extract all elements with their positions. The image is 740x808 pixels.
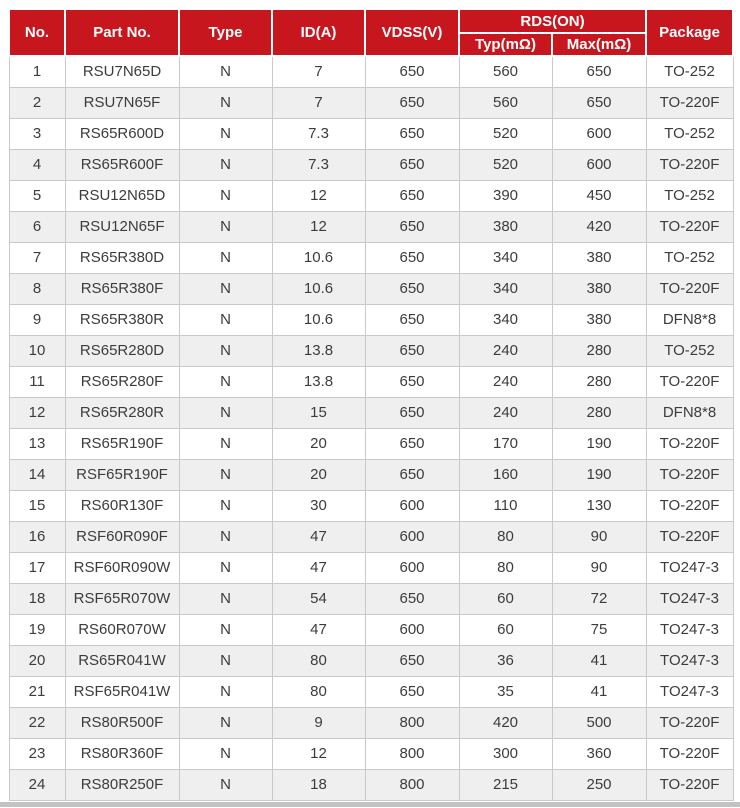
table-cell: 190 bbox=[552, 459, 646, 490]
table-cell: 80 bbox=[272, 676, 365, 707]
table-cell: 240 bbox=[459, 397, 552, 428]
table-cell: 650 bbox=[365, 211, 459, 242]
table-cell: 380 bbox=[552, 242, 646, 273]
table-row bbox=[9, 304, 733, 335]
table-cell: TO-252 bbox=[646, 118, 733, 149]
table-cell: 280 bbox=[552, 397, 646, 428]
table-cell: 280 bbox=[552, 366, 646, 397]
table-cell: 10.6 bbox=[272, 304, 365, 335]
table-cell: N bbox=[179, 614, 272, 645]
table-cell: N bbox=[179, 366, 272, 397]
table-header bbox=[9, 9, 733, 56]
table-cell: 650 bbox=[365, 335, 459, 366]
table-cell: 280 bbox=[552, 335, 646, 366]
table-cell: RS80R250F bbox=[65, 769, 179, 800]
table-cell: 650 bbox=[365, 180, 459, 211]
table-cell: TO-220F bbox=[646, 459, 733, 490]
table-cell: RSF60R090F bbox=[65, 521, 179, 552]
table-cell: 560 bbox=[459, 56, 552, 87]
table-cell: N bbox=[179, 707, 272, 738]
table-cell: 650 bbox=[365, 583, 459, 614]
table-cell: N bbox=[179, 118, 272, 149]
table-cell: TO-220F bbox=[646, 211, 733, 242]
table-cell: N bbox=[179, 521, 272, 552]
table-cell: 650 bbox=[552, 87, 646, 118]
table-cell: TO-220F bbox=[646, 738, 733, 769]
table-cell: 80 bbox=[272, 645, 365, 676]
table-cell: TO247-3 bbox=[646, 676, 733, 707]
table-cell: 22 bbox=[9, 707, 65, 738]
table-cell: 340 bbox=[459, 242, 552, 273]
table-cell: 80 bbox=[459, 521, 552, 552]
table-cell: 12 bbox=[272, 738, 365, 769]
table-cell: 3 bbox=[9, 118, 65, 149]
mosfet-selection-table bbox=[8, 8, 734, 801]
table-cell: 650 bbox=[365, 645, 459, 676]
table-cell: 170 bbox=[459, 428, 552, 459]
table-cell: RSF65R070W bbox=[65, 583, 179, 614]
table-cell: RS65R600F bbox=[65, 149, 179, 180]
table-cell: 30 bbox=[272, 490, 365, 521]
table-cell: 7 bbox=[272, 87, 365, 118]
table-cell: 8 bbox=[9, 273, 65, 304]
table-row bbox=[9, 211, 733, 242]
table-cell: 160 bbox=[459, 459, 552, 490]
table-cell: 10.6 bbox=[272, 273, 365, 304]
table-cell: 11 bbox=[9, 366, 65, 397]
table-cell: 110 bbox=[459, 490, 552, 521]
table-cell: 450 bbox=[552, 180, 646, 211]
table-row bbox=[9, 676, 733, 707]
table-cell: RS65R280F bbox=[65, 366, 179, 397]
table-cell: N bbox=[179, 149, 272, 180]
table-cell: 650 bbox=[365, 118, 459, 149]
table-cell: N bbox=[179, 273, 272, 304]
table-cell: RS80R500F bbox=[65, 707, 179, 738]
table-cell: 17 bbox=[9, 552, 65, 583]
table-cell: 7 bbox=[272, 56, 365, 87]
table-cell: DFN8*8 bbox=[646, 304, 733, 335]
table-cell: 72 bbox=[552, 583, 646, 614]
table-cell: 13.8 bbox=[272, 335, 365, 366]
table-cell: 360 bbox=[552, 738, 646, 769]
table-cell: 340 bbox=[459, 273, 552, 304]
table-cell: 800 bbox=[365, 738, 459, 769]
table-cell: TO-220F bbox=[646, 428, 733, 459]
table-cell: 7 bbox=[9, 242, 65, 273]
table-cell: 47 bbox=[272, 614, 365, 645]
table-cell: 500 bbox=[552, 707, 646, 738]
table-cell: 75 bbox=[552, 614, 646, 645]
table-cell: 9 bbox=[272, 707, 365, 738]
table-cell: 650 bbox=[365, 366, 459, 397]
table-cell: 240 bbox=[459, 366, 552, 397]
table-cell: RSF60R090W bbox=[65, 552, 179, 583]
table-cell: N bbox=[179, 211, 272, 242]
table-cell: 215 bbox=[459, 769, 552, 800]
table-cell: RS60R130F bbox=[65, 490, 179, 521]
table-cell: 13 bbox=[9, 428, 65, 459]
table-cell: TO-220F bbox=[646, 707, 733, 738]
table-cell: 12 bbox=[272, 180, 365, 211]
table-cell: 520 bbox=[459, 149, 552, 180]
table-cell: 650 bbox=[365, 459, 459, 490]
table-row bbox=[9, 56, 733, 87]
table-cell: N bbox=[179, 428, 272, 459]
table-cell: RS60R070W bbox=[65, 614, 179, 645]
col-header-rds-on: RDS(ON) bbox=[459, 9, 646, 33]
table-cell: N bbox=[179, 242, 272, 273]
table-row bbox=[9, 552, 733, 583]
table-cell: 650 bbox=[365, 242, 459, 273]
table-cell: 650 bbox=[365, 397, 459, 428]
table-cell: 6 bbox=[9, 211, 65, 242]
table-row bbox=[9, 614, 733, 645]
table-cell: 650 bbox=[365, 56, 459, 87]
table-cell: 15 bbox=[9, 490, 65, 521]
table-cell: 20 bbox=[272, 459, 365, 490]
table-cell: RS65R600D bbox=[65, 118, 179, 149]
table-cell: DFN8*8 bbox=[646, 397, 733, 428]
table-cell: RSU12N65D bbox=[65, 180, 179, 211]
table-cell: 650 bbox=[365, 676, 459, 707]
table-cell: 10.6 bbox=[272, 242, 365, 273]
col-header-id-a: ID(A) bbox=[272, 9, 365, 56]
table-cell: 5 bbox=[9, 180, 65, 211]
table-cell: N bbox=[179, 738, 272, 769]
table-cell: 12 bbox=[272, 211, 365, 242]
col-header-package: Package bbox=[646, 9, 733, 56]
table-cell: N bbox=[179, 552, 272, 583]
table-cell: 60 bbox=[459, 614, 552, 645]
table-cell: 10 bbox=[9, 335, 65, 366]
table-cell: 15 bbox=[272, 397, 365, 428]
table-cell: N bbox=[179, 583, 272, 614]
table-cell: 13.8 bbox=[272, 366, 365, 397]
table-row bbox=[9, 87, 733, 118]
table-cell: 600 bbox=[365, 614, 459, 645]
table-cell: 420 bbox=[552, 211, 646, 242]
col-header-type: Type bbox=[179, 9, 272, 56]
table-cell: 650 bbox=[365, 273, 459, 304]
table-cell: 14 bbox=[9, 459, 65, 490]
table-cell: 560 bbox=[459, 87, 552, 118]
table-cell: 130 bbox=[552, 490, 646, 521]
table-cell: RS65R380D bbox=[65, 242, 179, 273]
table-cell: 41 bbox=[552, 676, 646, 707]
table-row bbox=[9, 707, 733, 738]
table-cell: 2 bbox=[9, 87, 65, 118]
table-cell: 650 bbox=[365, 304, 459, 335]
table-row bbox=[9, 366, 733, 397]
table-cell: 90 bbox=[552, 521, 646, 552]
table-cell: N bbox=[179, 180, 272, 211]
col-header-vdss: VDSS(V) bbox=[365, 9, 459, 56]
table-row bbox=[9, 118, 733, 149]
table-cell: 90 bbox=[552, 552, 646, 583]
table-cell: TO-220F bbox=[646, 366, 733, 397]
table-cell: 18 bbox=[272, 769, 365, 800]
table-cell: 800 bbox=[365, 707, 459, 738]
table-cell: RSF65R041W bbox=[65, 676, 179, 707]
table-row bbox=[9, 769, 733, 800]
table-cell: RS65R380R bbox=[65, 304, 179, 335]
table-cell: RS65R380F bbox=[65, 273, 179, 304]
table-cell: 80 bbox=[459, 552, 552, 583]
table-cell: 390 bbox=[459, 180, 552, 211]
bottom-divider bbox=[0, 802, 740, 807]
table-row bbox=[9, 335, 733, 366]
table-cell: N bbox=[179, 459, 272, 490]
table-cell: 650 bbox=[365, 149, 459, 180]
table-cell: RS65R280D bbox=[65, 335, 179, 366]
table-cell: RSU7N65D bbox=[65, 56, 179, 87]
table-cell: 380 bbox=[552, 273, 646, 304]
table-row bbox=[9, 490, 733, 521]
table-cell: 240 bbox=[459, 335, 552, 366]
table-cell: 250 bbox=[552, 769, 646, 800]
table-cell: 650 bbox=[365, 428, 459, 459]
table-cell: RS80R360F bbox=[65, 738, 179, 769]
table-cell: 800 bbox=[365, 769, 459, 800]
table-cell: 9 bbox=[9, 304, 65, 335]
table-cell: 600 bbox=[365, 490, 459, 521]
table-cell: RSU12N65F bbox=[65, 211, 179, 242]
table-cell: TO-252 bbox=[646, 56, 733, 87]
table-cell: 54 bbox=[272, 583, 365, 614]
table-row bbox=[9, 397, 733, 428]
table-cell: TO247-3 bbox=[646, 552, 733, 583]
table-cell: 650 bbox=[365, 87, 459, 118]
table-cell: 420 bbox=[459, 707, 552, 738]
table-cell: 600 bbox=[365, 552, 459, 583]
table-cell: 16 bbox=[9, 521, 65, 552]
table-row bbox=[9, 645, 733, 676]
table-cell: 24 bbox=[9, 769, 65, 800]
table-row bbox=[9, 428, 733, 459]
table-cell: TO-220F bbox=[646, 149, 733, 180]
table-cell: TO-252 bbox=[646, 242, 733, 273]
table-cell: 47 bbox=[272, 521, 365, 552]
col-header-part-no: Part No. bbox=[65, 9, 179, 56]
table-cell: 190 bbox=[552, 428, 646, 459]
table-cell: 600 bbox=[365, 521, 459, 552]
table-cell: 47 bbox=[272, 552, 365, 583]
table-cell: 380 bbox=[552, 304, 646, 335]
table-cell: RSF65R190F bbox=[65, 459, 179, 490]
table-cell: 20 bbox=[272, 428, 365, 459]
table-cell: 4 bbox=[9, 149, 65, 180]
table-cell: RS65R041W bbox=[65, 645, 179, 676]
table-body bbox=[9, 56, 733, 800]
table-cell: 20 bbox=[9, 645, 65, 676]
table-cell: 19 bbox=[9, 614, 65, 645]
table-row bbox=[9, 180, 733, 211]
table-cell: N bbox=[179, 645, 272, 676]
table-cell: 380 bbox=[459, 211, 552, 242]
table-row bbox=[9, 583, 733, 614]
table-cell: TO-252 bbox=[646, 180, 733, 211]
table-cell: 36 bbox=[459, 645, 552, 676]
table-cell: TO-220F bbox=[646, 273, 733, 304]
table-cell: 23 bbox=[9, 738, 65, 769]
table-cell: 41 bbox=[552, 645, 646, 676]
table-cell: 600 bbox=[552, 118, 646, 149]
col-header-typ-mohm: Typ(mΩ) bbox=[459, 33, 552, 56]
table-cell: TO-220F bbox=[646, 490, 733, 521]
table-cell: TO-220F bbox=[646, 769, 733, 800]
table-cell: RS65R280R bbox=[65, 397, 179, 428]
table-cell: N bbox=[179, 490, 272, 521]
table-cell: RS65R190F bbox=[65, 428, 179, 459]
table-cell: N bbox=[179, 676, 272, 707]
table-cell: N bbox=[179, 397, 272, 428]
table-cell: N bbox=[179, 87, 272, 118]
table-row bbox=[9, 273, 733, 304]
table-cell: 21 bbox=[9, 676, 65, 707]
table-cell: 520 bbox=[459, 118, 552, 149]
table-row bbox=[9, 242, 733, 273]
table-cell: N bbox=[179, 769, 272, 800]
col-header-no: No. bbox=[9, 9, 65, 56]
table-cell: 300 bbox=[459, 738, 552, 769]
table-cell: TO247-3 bbox=[646, 583, 733, 614]
table-cell: 600 bbox=[552, 149, 646, 180]
table-cell: 650 bbox=[552, 56, 646, 87]
table-cell: TO-220F bbox=[646, 87, 733, 118]
col-header-max-mohm: Max(mΩ) bbox=[552, 33, 646, 56]
table-cell: N bbox=[179, 56, 272, 87]
table-cell: 1 bbox=[9, 56, 65, 87]
table-cell: RSU7N65F bbox=[65, 87, 179, 118]
table-cell: 35 bbox=[459, 676, 552, 707]
table-row bbox=[9, 149, 733, 180]
table-cell: TO-220F bbox=[646, 521, 733, 552]
table-cell: 7.3 bbox=[272, 118, 365, 149]
table-cell: 60 bbox=[459, 583, 552, 614]
table-cell: 340 bbox=[459, 304, 552, 335]
table-cell: 12 bbox=[9, 397, 65, 428]
table-cell: TO247-3 bbox=[646, 614, 733, 645]
table-cell: TO247-3 bbox=[646, 645, 733, 676]
table-cell: 18 bbox=[9, 583, 65, 614]
table-cell: 7.3 bbox=[272, 149, 365, 180]
table-cell: N bbox=[179, 335, 272, 366]
table-cell: N bbox=[179, 304, 272, 335]
table-row bbox=[9, 738, 733, 769]
mosfet-selection-table-wrap bbox=[8, 8, 734, 801]
table-row bbox=[9, 521, 733, 552]
table-cell: TO-252 bbox=[646, 335, 733, 366]
table-row bbox=[9, 459, 733, 490]
